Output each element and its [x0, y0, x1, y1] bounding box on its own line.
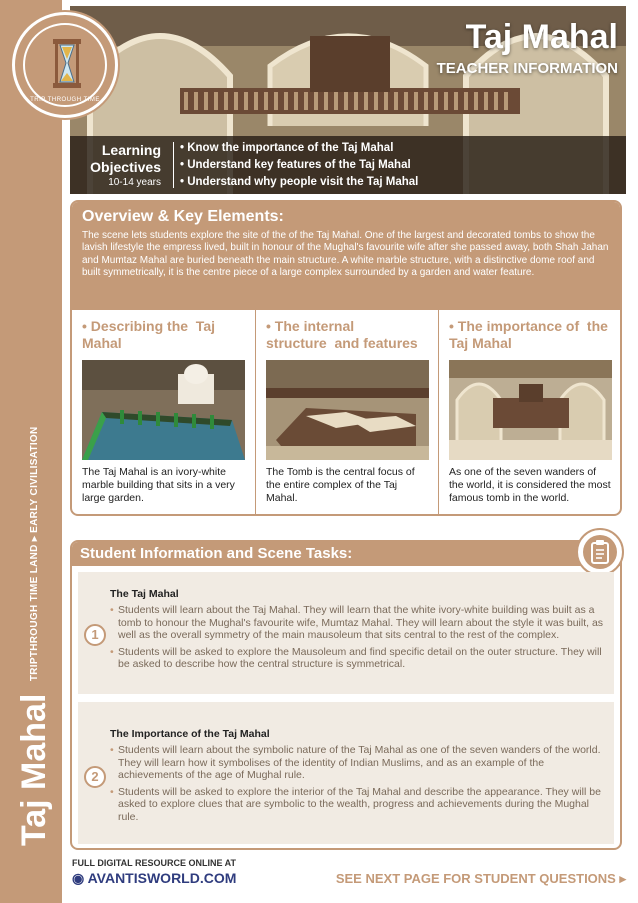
footer-resource-text: FULL DIGITAL RESOURCE ONLINE AT [72, 858, 236, 868]
tomb-scene-image [266, 360, 429, 460]
objectives-heading-1: Learning [101, 142, 161, 158]
trip-through-time-logo [12, 12, 118, 118]
column-heading: • The internal structure and features [266, 318, 418, 351]
column-heading: • The importance of the Taj Mahal [449, 318, 608, 351]
task-point: • Students will be asked to explore the interior of the Taj Mahal and describe the appearance. They will be asked to explore clues that are symbolic to the wealth, progress and achievements during the Mughal rule. [110, 786, 610, 824]
overview-heading: Overview & Key Elements: [82, 208, 284, 225]
column-heading: • Describing the Taj Mahal [82, 318, 215, 351]
overview-body: The scene lets students explore the site of the of the Taj Mahal. One of the largest and decorated tombs to show the lavish lifestyle the empress lived, built in honour of the Mughal's favourite wife after she passed away, both Shah Jahan and Mumtaz Mahal are buried beneath the main structure. A white marble structure, with a distinctive dome roof and built symmetrically, it is the centre piece of a large complex surrounded by a garden and water feature. [82, 230, 609, 278]
task-number: 1 [84, 624, 106, 646]
task-title: The Importance of the Taj Mahal [110, 728, 270, 740]
next-page-link[interactable]: SEE NEXT PAGE FOR STUDENT QUESTIONS ▸ [335, 871, 626, 886]
objective-item: • Understand why people visit the Taj Mahal [180, 175, 419, 188]
task-number: 2 [84, 766, 106, 788]
objective-item: • Know the importance of the Taj Mahal [180, 141, 394, 154]
key-elements [72, 310, 620, 514]
side-title: Taj Mahal [15, 693, 53, 846]
garden-scene-image [82, 360, 245, 460]
key-element-column [255, 310, 438, 514]
column-text: The Tomb is the central focus of the entire complex of the Taj Mahal. [266, 466, 415, 504]
key-element-column [72, 310, 255, 514]
task-card [78, 702, 614, 844]
student-tasks-section [70, 540, 622, 850]
page-subtitle: TEACHER INFORMATION [436, 60, 618, 77]
learning-objectives [70, 136, 626, 194]
column-text: As one of the seven wanders of the world, it is considered the most famous tomb in the world. [449, 466, 611, 504]
page-title: Taj Mahal [465, 18, 618, 56]
overview-section [70, 200, 622, 516]
task-point: • Students will learn about the Taj Mahal. They will learn that the white ivory-white building was built as a tomb to honour the Mughal's favourite wife, Mumtaz Mahal. They will learn about the style it was built, as well as the overall symmetry of the main mausoleum that sits central to the rest of the complex. [110, 604, 610, 642]
globe-icon: ◉ [72, 870, 88, 886]
tasks-heading: Student Information and Scene Tasks: [72, 542, 620, 566]
site-url: AVANTISWORLD.COM [87, 870, 237, 886]
clipboard-icon [576, 528, 624, 576]
task-point: • Students will be asked to explore the Mausoleum and find specific detail on the outer structure. They will be asked to describe how the central structure is symmetrical. [110, 646, 610, 671]
hall-scene-image [449, 360, 612, 460]
task-points [110, 744, 610, 828]
objectives-age: 10-14 years [108, 177, 161, 188]
logo-text: TRIP THROUGH TIME [30, 97, 100, 103]
sidebar [0, 0, 62, 903]
objective-item: • Understand key features of the Taj Mahal [180, 158, 411, 171]
task-points [110, 604, 610, 675]
side-vertical-title [15, 426, 54, 846]
task-title: The Taj Mahal [110, 588, 179, 600]
side-subtitle: TRIPTHROUGH TIME LAND ▸ EARLY CIVILISATION [29, 426, 40, 682]
footer-site-link[interactable] [72, 870, 236, 887]
hero-banner [70, 6, 626, 194]
objectives-heading-2: Objectives [90, 159, 161, 175]
task-point: • Students will learn about the symbolic nature of the Taj Mahal as one of the seven wanders of the world. They will learn how it symbolises of the identity of Indian Muslims, and as an example of the achievements of the age of Mughal rule. [110, 744, 610, 782]
key-element-column [438, 310, 621, 514]
column-text: The Taj Mahal is an ivory-white marble building that sits in a very large garden. [82, 466, 235, 504]
task-card [78, 572, 614, 694]
